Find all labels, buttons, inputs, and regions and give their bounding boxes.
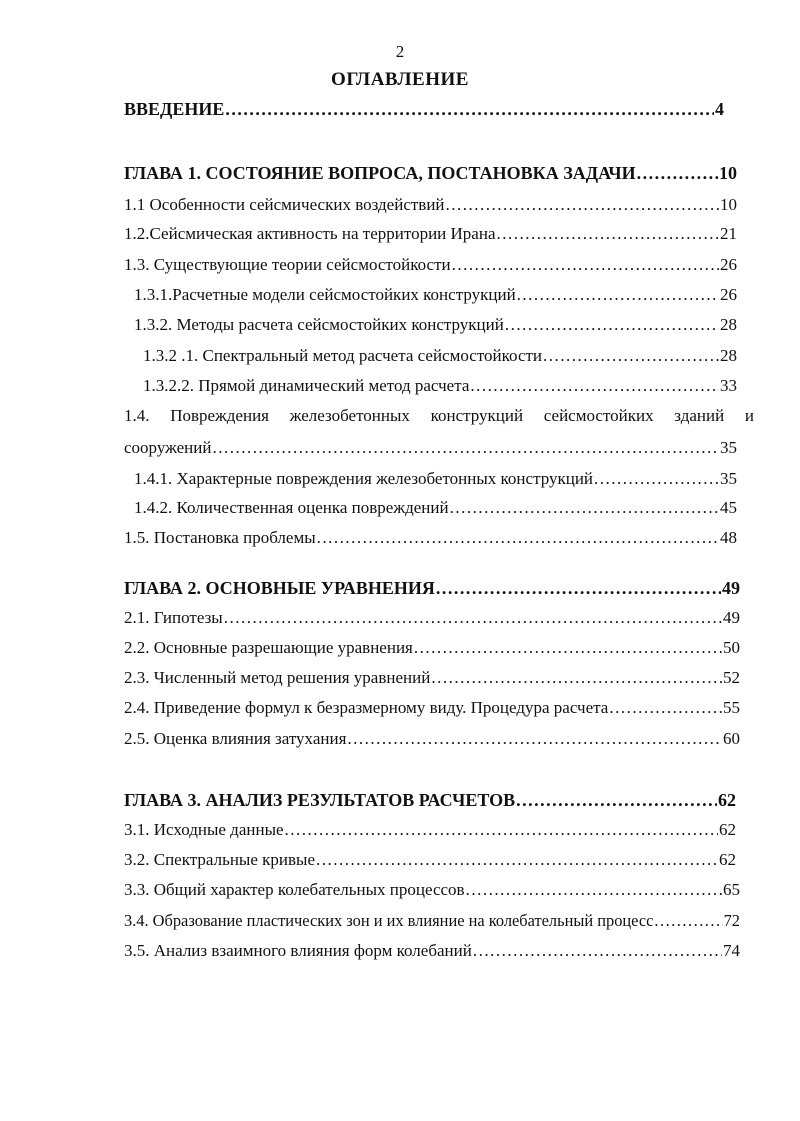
toc-entry-1-4-line1: 1.4. Повреждения железобетонных конструкций сейсмостойких зданий и xyxy=(124,406,754,425)
toc-entry-page: 52 xyxy=(723,668,740,687)
leader-dots xyxy=(637,161,718,185)
toc-entry-3-1 xyxy=(124,818,736,842)
toc-entry-chapter-2 xyxy=(124,576,740,600)
toc-entry-chapter-1 xyxy=(124,161,737,185)
toc-entry-title: 2.5. Оценка влияния затухания xyxy=(124,729,347,748)
toc-entry-1-3-2 xyxy=(134,313,737,337)
leader-dots xyxy=(225,97,714,121)
toc-entry-title: ГЛАВА 3. АНАЛИЗ РЕЗУЛЬТАТОВ РАСЧЕТОВ xyxy=(124,790,516,810)
toc-entry-1-3 xyxy=(124,253,737,277)
toc-entry-1-4 xyxy=(124,436,737,460)
toc-entry-title: 3.3. Общий характер колебательных процессов xyxy=(124,880,465,899)
toc-entry-page: 49 xyxy=(722,578,740,598)
leader-dots xyxy=(473,939,722,963)
toc-entry-page: 72 xyxy=(723,911,740,930)
toc-entry-page: 21 xyxy=(720,224,737,243)
leader-dots xyxy=(450,496,719,520)
toc-entry-title: 3.2. Спектральные кривые xyxy=(124,850,316,869)
toc-entry-3-2 xyxy=(124,848,736,872)
toc-entry-title: 1.3.2 .1. Спектральный метод расчета сейсмостойкости xyxy=(143,346,543,365)
toc-entry-page: 35 xyxy=(720,438,737,457)
toc-entry-page: 48 xyxy=(720,528,737,547)
leader-dots xyxy=(543,344,719,368)
leader-dots xyxy=(316,848,718,872)
leader-dots xyxy=(654,909,722,933)
leader-dots xyxy=(505,313,719,337)
toc-entry-title: 1.1 Особенности сейсмических воздействий xyxy=(124,195,445,214)
toc-entry-3-3 xyxy=(124,878,740,902)
toc-entry-page: 26 xyxy=(720,285,737,304)
toc-entry-title: 2.1. Гипотезы xyxy=(124,608,223,627)
toc-entry-page: 74 xyxy=(723,941,740,960)
toc-entry-title: 1.4.2. Количественная оценка повреждений xyxy=(134,498,449,517)
leader-dots xyxy=(285,818,718,842)
toc-entry-title: 2.2. Основные разрешающие уравнения xyxy=(124,638,413,657)
leader-dots xyxy=(470,374,719,398)
leader-dots xyxy=(609,696,722,720)
toc-entry-title: 1.3. Существующие теории сейсмостойкости xyxy=(124,255,451,274)
leader-dots xyxy=(466,878,722,902)
toc-entry-3-5 xyxy=(124,939,740,963)
leader-dots xyxy=(594,467,719,491)
toc-entry-2-3 xyxy=(124,666,740,690)
toc-entry-1-3-1 xyxy=(134,283,737,307)
toc-entry-page: 33 xyxy=(720,376,737,395)
toc-entry-page: 45 xyxy=(720,498,737,517)
toc-entry-page: 10 xyxy=(719,163,737,183)
toc-entry-1-2 xyxy=(124,222,737,246)
toc-entry-title: 1.2.Сейсмическая активность на территории Ирана xyxy=(124,224,496,243)
leader-dots xyxy=(414,636,722,660)
toc-entry-page: 62 xyxy=(719,850,736,869)
toc-entry-page: 28 xyxy=(720,315,737,334)
page-title: ОГЛАВЛЕНИЕ xyxy=(331,69,469,90)
leader-dots xyxy=(347,727,722,751)
toc-entry-2-1 xyxy=(124,606,740,630)
toc-entry-page: 35 xyxy=(720,469,737,488)
toc-entry-2-2 xyxy=(124,636,740,660)
toc-entry-1-3-2-2 xyxy=(143,374,737,398)
toc-entry-1-4-1 xyxy=(134,467,737,491)
toc-entry-page: 10 xyxy=(720,195,737,214)
toc-entry-title: ГЛАВА 2. ОСНОВНЫЕ УРАВНЕНИЯ xyxy=(124,578,435,598)
toc-entry-title: 1.3.1.Расчетные модели сейсмостойких конструкций xyxy=(134,285,516,304)
toc-entry-page: 28 xyxy=(720,346,737,365)
toc-entry-page: 62 xyxy=(719,820,736,839)
toc-entry-introduction xyxy=(124,97,724,121)
leader-dots xyxy=(497,222,720,246)
toc-entry-title: 1.4.1. Характерные повреждения железобетонных конструкций xyxy=(134,469,594,488)
toc-entry-chapter-3 xyxy=(124,788,736,812)
leader-dots xyxy=(446,193,719,217)
toc-entry-2-5 xyxy=(124,727,740,751)
toc-entry-title: 2.3. Численный метод решения уравнений xyxy=(124,668,431,687)
toc-entry-page: 49 xyxy=(723,608,740,627)
toc-entry-1-5 xyxy=(124,526,737,550)
toc-entry-1-3-2-1 xyxy=(143,344,737,368)
toc-entry-page: 62 xyxy=(718,790,736,810)
leader-dots xyxy=(224,606,722,630)
leader-dots xyxy=(517,283,719,307)
leader-dots xyxy=(431,666,722,690)
page-number: 2 xyxy=(395,42,405,61)
toc-entry-2-4 xyxy=(124,696,740,720)
toc-entry-title: 2.4. Приведение формул к безразмерному виду. Процедура расчета xyxy=(124,698,609,717)
toc-entry-1-4-2 xyxy=(134,496,737,520)
toc-entry-page: 4 xyxy=(715,99,724,119)
toc-entry-1-1 xyxy=(124,193,737,217)
toc-entry-title: 3.1. Исходные данные xyxy=(124,820,284,839)
toc-entry-title: 3.4. Образование пластических зон и их влияние на колебательный процесс xyxy=(124,911,654,930)
toc-entry-title: ВВЕДЕНИЕ xyxy=(124,99,225,119)
toc-entry-page: 60 xyxy=(723,729,740,748)
toc-entry-title: сооружений xyxy=(124,438,212,457)
leader-dots xyxy=(516,788,717,812)
leader-dots xyxy=(212,436,719,460)
toc-entry-title: 1.3.2.2. Прямой динамический метод расчета xyxy=(143,376,470,395)
toc-entry-3-4 xyxy=(124,909,740,933)
toc-entry-page: 65 xyxy=(723,880,740,899)
toc-entry-title: 1.5. Постановка проблемы xyxy=(124,528,316,547)
leader-dots xyxy=(452,253,719,277)
toc-entry-title: ГЛАВА 1. СОСТОЯНИЕ ВОПРОСА, ПОСТАНОВКА ЗАДАЧИ xyxy=(124,163,636,183)
toc-entry-page: 26 xyxy=(720,255,737,274)
leader-dots xyxy=(317,526,719,550)
toc-entry-title: 3.5. Анализ взаимного влияния форм колебаний xyxy=(124,941,472,960)
toc-entry-title: 1.3.2. Методы расчета сейсмостойких конструкций xyxy=(134,315,504,334)
leader-dots xyxy=(436,576,721,600)
toc-entry-page: 55 xyxy=(723,698,740,717)
toc-entry-page: 50 xyxy=(723,638,740,657)
